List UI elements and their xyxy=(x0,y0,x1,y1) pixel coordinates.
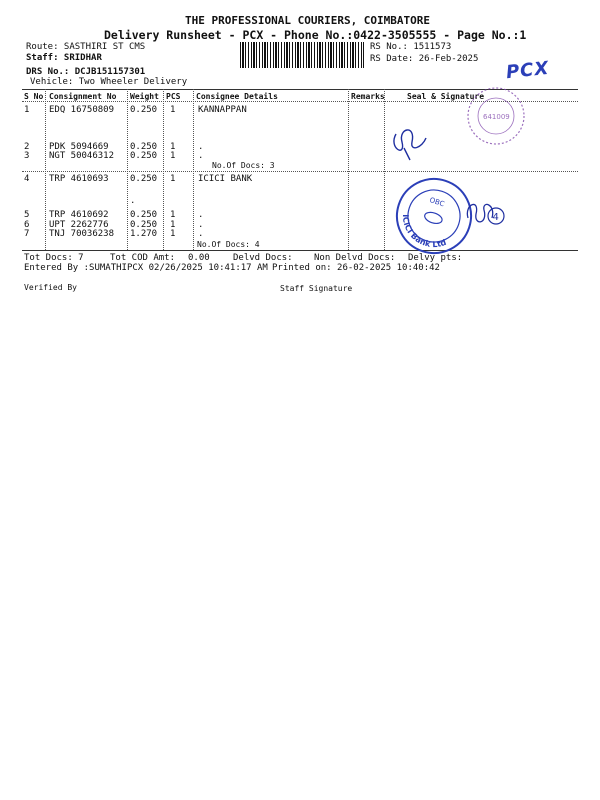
row-consignment-no: TNJ 70036238 xyxy=(49,229,115,239)
verified-by-label: Verified By xyxy=(24,283,77,292)
row-consignment-no: TRP 4610693 xyxy=(49,174,109,184)
col-header-remarks: Remarks xyxy=(351,92,385,101)
row-consignee: . xyxy=(198,142,204,152)
row-pcs: 1 xyxy=(170,229,176,239)
svg-text:OBC: OBC xyxy=(428,196,446,209)
col-header-consignment: Consignment No xyxy=(49,92,117,101)
row-consignment-no: UPT 2262776 xyxy=(49,220,109,230)
runsheet-title: Delivery Runsheet - PCX - Phone No.:0422-3505555 - Page No.:1 xyxy=(104,28,527,42)
col-header-sno: S No xyxy=(24,92,44,101)
col-header-weight: Weight xyxy=(130,92,159,101)
col-header-pcs: PCS xyxy=(166,92,181,101)
col-divider xyxy=(127,89,128,250)
row-consignee: . xyxy=(198,210,204,220)
row-pcs: 1 xyxy=(170,151,176,161)
delivery-points: Delvy pts: xyxy=(408,253,463,263)
row-consignment-no: PDK 5094669 xyxy=(49,142,109,152)
row-weight: 0.250 xyxy=(130,220,158,230)
row-pcs: 1 xyxy=(170,220,176,230)
row-sno: 6 xyxy=(24,220,30,230)
total-docs: Tot Docs: 7 xyxy=(24,253,84,263)
row-pcs: 1 xyxy=(170,210,176,220)
row-consignee: . xyxy=(198,151,204,161)
staff-label: Staff: SRIDHAR xyxy=(26,53,102,63)
row-consignee: ICICI BANK xyxy=(198,174,253,184)
non-delivered-docs: Non Delvd Docs: xyxy=(314,253,396,263)
docs-count: No.Of Docs: 4 xyxy=(197,240,260,249)
rs-date: RS Date: 26-Feb-2025 xyxy=(370,54,479,64)
row-sno: 4 xyxy=(24,174,30,184)
total-cod-amount: 0.00 xyxy=(188,253,210,263)
row-sno: 5 xyxy=(24,210,30,220)
staff-signature-label: Staff Signature xyxy=(280,284,353,293)
row-pcs: 1 xyxy=(170,174,176,184)
pcx-stamp-logo: PCX xyxy=(505,57,551,84)
row-pcs: 1 xyxy=(170,142,176,152)
company-name: THE PROFESSIONAL COURIERS, COIMBATORE xyxy=(185,14,431,27)
svg-text:641009: 641009 xyxy=(483,113,510,121)
row-weight: 0.250 xyxy=(130,174,158,184)
row-weight: 0.250 xyxy=(130,151,158,161)
row-consignee: . xyxy=(198,220,204,230)
entered-by: Entered By :SUMATHIPCX 02/26/2025 10:41:17 AM xyxy=(24,263,268,273)
row-dot: . xyxy=(130,196,136,206)
docs-count: No.Of Docs: 3 xyxy=(212,161,275,170)
printed-on: Printed on: 26-02-2025 10:40:42 xyxy=(272,263,440,273)
col-divider xyxy=(193,89,194,250)
row-consignee: KANNAPPAN xyxy=(198,105,247,115)
row-sno: 3 xyxy=(24,151,30,161)
col-divider xyxy=(348,89,349,250)
row-consignee: . xyxy=(198,229,204,239)
row-pcs: 1 xyxy=(170,105,176,115)
row-sno: 1 xyxy=(24,105,30,115)
row-consignment-no: NGT 50046312 xyxy=(49,151,115,161)
row-sno: 7 xyxy=(24,229,30,239)
row-sno: 2 xyxy=(24,142,30,152)
route-label: Route: SASTHIRI ST CMS xyxy=(26,42,146,52)
row-weight: 0.250 xyxy=(130,210,158,220)
signature-1 xyxy=(394,130,426,160)
row-consignment-no: TRP 4610692 xyxy=(49,210,109,220)
bank-seal-icon xyxy=(387,169,480,262)
row-consignment-no: EDQ 16750809 xyxy=(49,105,115,115)
svg-text:ICICI Bank Ltd: ICICI Bank Ltd xyxy=(400,214,448,250)
corner-stamp-icon xyxy=(468,88,524,144)
row-weight: 0.250 xyxy=(130,142,158,152)
col-header-consignee: Consignee Details xyxy=(196,92,278,101)
svg-text:4: 4 xyxy=(492,212,499,223)
rs-number: RS No.: 1511573 xyxy=(370,42,452,52)
total-cod-label: Tot COD Amt: xyxy=(110,253,176,263)
col-header-seal-signature: Seal & Signature xyxy=(407,92,485,101)
stamps-and-signatures xyxy=(384,86,584,266)
delivered-docs: Delvd Docs: xyxy=(233,253,293,263)
col-divider xyxy=(45,89,46,250)
row-weight: 1.270 xyxy=(130,229,158,239)
vehicle-label: Vehicle: Two Wheeler Delivery xyxy=(30,77,188,87)
drs-number: DRS No.: DCJB151157301 xyxy=(26,67,146,77)
barcode xyxy=(240,42,364,68)
col-divider xyxy=(163,89,164,250)
row-weight: 0.250 xyxy=(130,105,158,115)
